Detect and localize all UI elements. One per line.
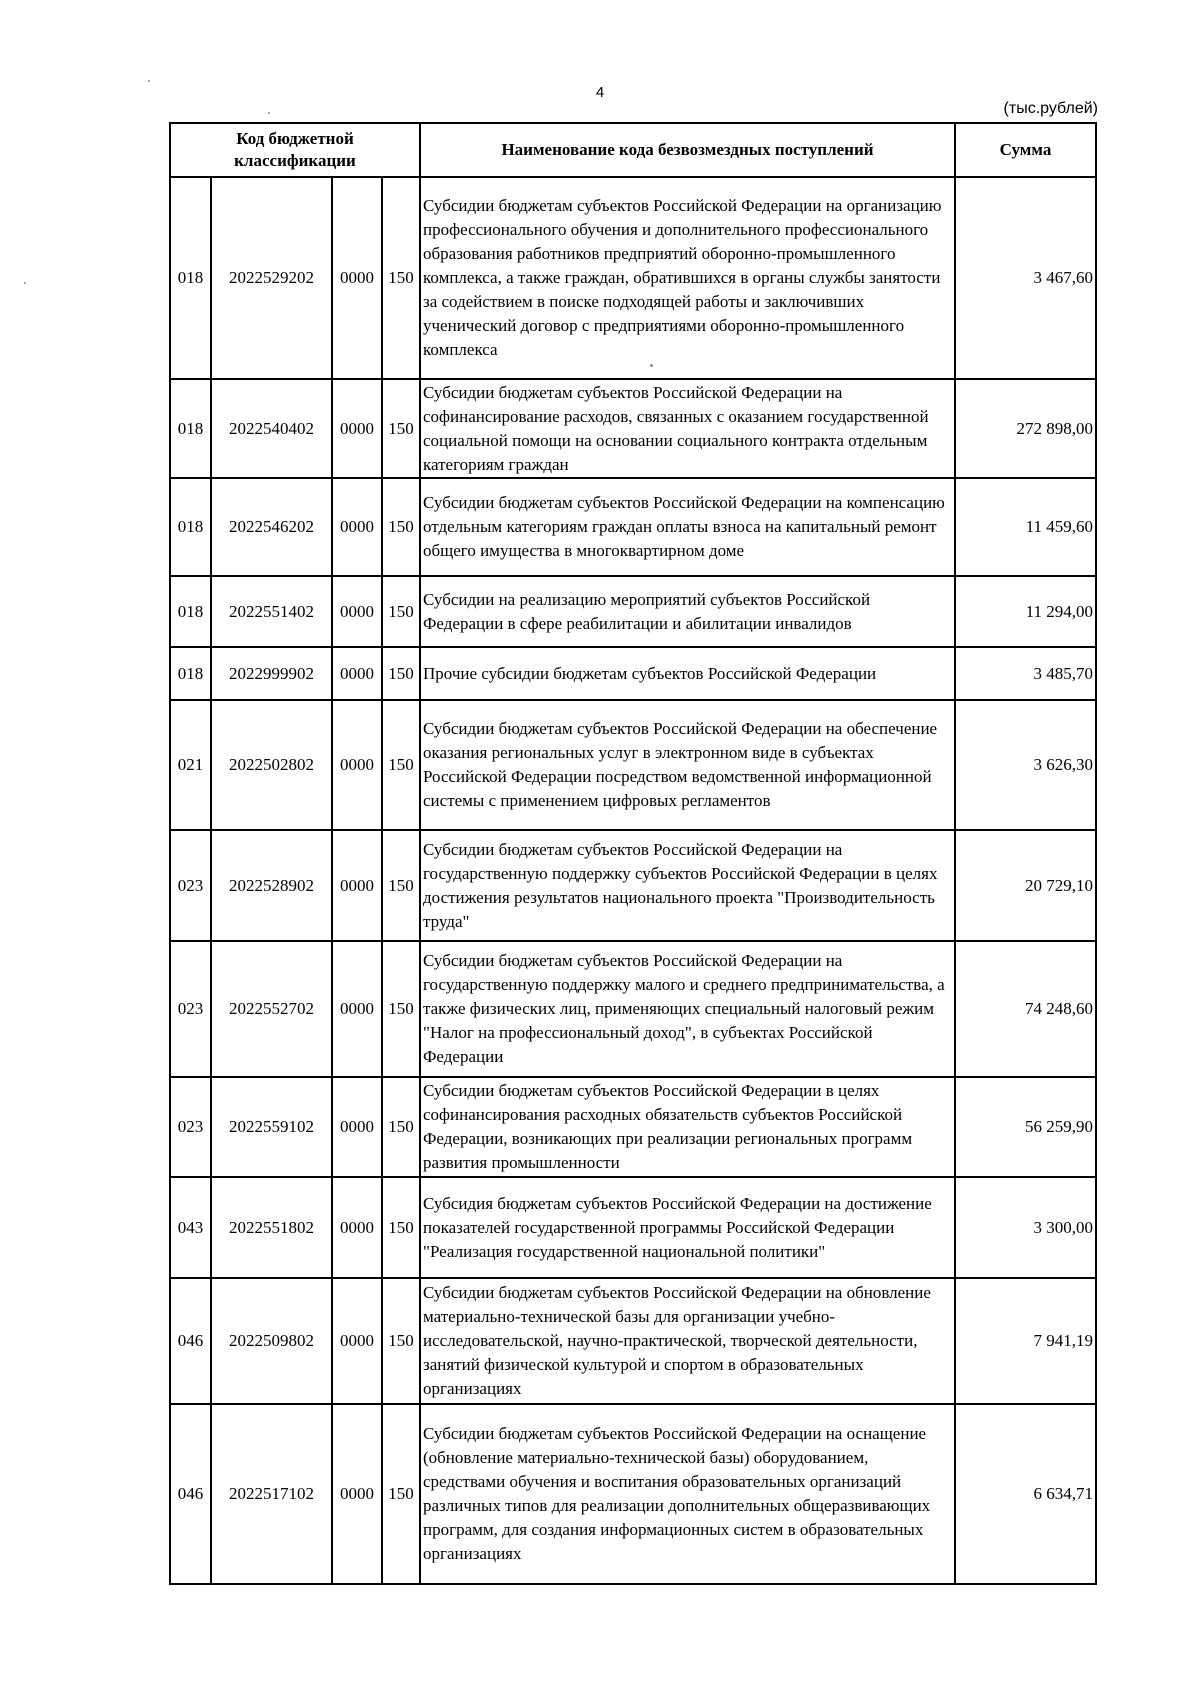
kind-code-cell: 150 — [382, 830, 420, 941]
kind-code-cell: 150 — [382, 379, 420, 478]
kind-code-cell: 150 — [382, 647, 420, 700]
table-row — [170, 1177, 1096, 1278]
budget-code-cell: 2022546202 — [211, 478, 332, 576]
budget-code-cell: 2022559102 — [211, 1077, 332, 1177]
revenue-name-cell: Субсидии бюджетам субъектов Российской Федерации на обновление материально-технической базы для организации учебно-исследовательской, научно-практической, творческой деятельности, занятий физической культурой и спортом в образовательных организациях — [420, 1278, 955, 1404]
admin-code-cell: 023 — [170, 830, 211, 941]
budget-table — [169, 122, 1097, 1585]
admin-code-cell: 046 — [170, 1278, 211, 1404]
kind-code-cell: 150 — [382, 941, 420, 1077]
budget-code-cell: 2022517102 — [211, 1404, 332, 1584]
kind-code-cell: 150 — [382, 1404, 420, 1584]
table-row — [170, 647, 1096, 700]
program-code-cell: 0000 — [332, 941, 382, 1077]
scan-speck — [24, 282, 26, 284]
program-code-cell: 0000 — [332, 177, 382, 379]
kind-code-cell: 150 — [382, 177, 420, 379]
program-code-cell: 0000 — [332, 830, 382, 941]
kind-code-cell: 150 — [382, 576, 420, 647]
revenue-name-cell: Субсидии бюджетам субъектов Российской Федерации в целях софинансирования расходных обязательств субъектов Российской Федерации, возникающих при реализации региональных программ развития промышленности — [420, 1077, 955, 1177]
revenue-name-cell: Субсидия бюджетам субъектов Российской Федерации на достижение показателей государственной программы Российской Федерации "Реализация государственной национальной политики" — [420, 1177, 955, 1278]
budget-code-cell: 2022551402 — [211, 576, 332, 647]
table-row — [170, 830, 1096, 941]
budget-code-cell: 2022529202 — [211, 177, 332, 379]
program-code-cell: 0000 — [332, 1177, 382, 1278]
table-row — [170, 1077, 1096, 1177]
budget-code-cell: 2022528902 — [211, 830, 332, 941]
table-row — [170, 1404, 1096, 1584]
budget-code-cell: 2022551802 — [211, 1177, 332, 1278]
sum-cell: 11 459,60 — [955, 478, 1096, 576]
table-row — [170, 576, 1096, 647]
table-row — [170, 941, 1096, 1077]
sum-cell: 56 259,90 — [955, 1077, 1096, 1177]
program-code-cell: 0000 — [332, 700, 382, 830]
budget-code-cell: 2022502802 — [211, 700, 332, 830]
admin-code-cell: 023 — [170, 1077, 211, 1177]
table-row — [170, 1278, 1096, 1404]
budget-code-cell: 2022509802 — [211, 1278, 332, 1404]
revenue-name-cell: Прочие субсидии бюджетам субъектов Российской Федерации — [420, 647, 955, 700]
sum-cell: 272 898,00 — [955, 379, 1096, 478]
admin-code-cell: 043 — [170, 1177, 211, 1278]
sum-cell: 3 300,00 — [955, 1177, 1096, 1278]
sum-cell: 6 634,71 — [955, 1404, 1096, 1584]
sum-cell: 11 294,00 — [955, 576, 1096, 647]
header-name: Наименование кода безвозмездных поступлений — [420, 123, 955, 177]
table-row — [170, 478, 1096, 576]
program-code-cell: 0000 — [332, 1077, 382, 1177]
revenue-name-cell: Субсидии бюджетам субъектов Российской Федерации на обеспечение оказания региональных услуг в электронном виде в субъектах Российской Федерации посредством ведомственной информационной системы с применением цифровых регламентов — [420, 700, 955, 830]
revenue-name-cell: Субсидии бюджетам субъектов Российской Федерации на компенсацию отдельным категориям граждан оплаты взноса на капитальный ремонт общего имущества в многоквартирном доме — [420, 478, 955, 576]
units-label: (тыс.рублей) — [1003, 100, 1098, 117]
revenue-name-cell: Субсидии бюджетам субъектов Российской Федерации на оснащение (обновление материально-технической базы) оборудованием, средствами обучения и воспитания образовательных организаций различных типов для реализации дополнительных общеразвивающих программ, для создания информационных систем в образовательных организациях — [420, 1404, 955, 1584]
admin-code-cell: 046 — [170, 1404, 211, 1584]
admin-code-cell: 018 — [170, 379, 211, 478]
sum-cell: 3 467,60 — [955, 177, 1096, 379]
program-code-cell: 0000 — [332, 1404, 382, 1584]
table-header-row — [170, 123, 1096, 177]
kind-code-cell: 150 — [382, 1177, 420, 1278]
kind-code-cell: 150 — [382, 1077, 420, 1177]
program-code-cell: 0000 — [332, 647, 382, 700]
sum-cell: 3 626,30 — [955, 700, 1096, 830]
revenue-name-cell: Субсидии бюджетам субъектов Российской Федерации на организацию профессионального обучения и дополнительного профессионального образования работников предприятий оборонно-промышленного комплекса, а также граждан, обратившихся в органы службы занятости за содействием в поиске подходящей работы и заключивших ученический договор с предприятиями оборонно-промышленного комплекса — [420, 177, 955, 379]
kind-code-cell: 150 — [382, 478, 420, 576]
program-code-cell: 0000 — [332, 379, 382, 478]
table-row — [170, 177, 1096, 379]
admin-code-cell: 021 — [170, 700, 211, 830]
program-code-cell: 0000 — [332, 1278, 382, 1404]
sum-cell: 3 485,70 — [955, 647, 1096, 700]
kind-code-cell: 150 — [382, 700, 420, 830]
budget-code-cell: 2022552702 — [211, 941, 332, 1077]
admin-code-cell: 018 — [170, 576, 211, 647]
program-code-cell: 0000 — [332, 478, 382, 576]
kind-code-cell: 150 — [382, 1278, 420, 1404]
admin-code-cell: 023 — [170, 941, 211, 1077]
sum-cell: 20 729,10 — [955, 830, 1096, 941]
header-code: Код бюджетной классификации — [170, 123, 420, 177]
admin-code-cell: 018 — [170, 478, 211, 576]
page-number: 4 — [595, 84, 605, 101]
table-row — [170, 379, 1096, 478]
table-body — [170, 177, 1096, 1584]
revenue-name-cell: Субсидии на реализацию мероприятий субъектов Российской Федерации в сфере реабилитации и абилитации инвалидов — [420, 576, 955, 647]
revenue-name-cell: Субсидии бюджетам субъектов Российской Федерации на государственную поддержку малого и среднего предпринимательства, а также физических лиц, применяющих специальный налоговый режим "Налог на профессиональный доход", в субъектах Российской Федерации — [420, 941, 955, 1077]
revenue-name-cell: Субсидии бюджетам субъектов Российской Федерации на государственную поддержку субъектов Российской Федерации в целях достижения результатов национального проекта "Производительность труда" — [420, 830, 955, 941]
admin-code-cell: 018 — [170, 177, 211, 379]
budget-code-cell: 2022999902 — [211, 647, 332, 700]
revenue-name-cell: Субсидии бюджетам субъектов Российской Федерации на софинансирование расходов, связанных с оказанием государственной социальной помощи на основании социального контракта отдельным категориям граждан — [420, 379, 955, 478]
header-sum: Сумма — [955, 123, 1096, 177]
admin-code-cell: 018 — [170, 647, 211, 700]
table-row — [170, 700, 1096, 830]
program-code-cell: 0000 — [332, 576, 382, 647]
sum-cell: 7 941,19 — [955, 1278, 1096, 1404]
scan-speck — [268, 112, 270, 114]
sum-cell: 74 248,60 — [955, 941, 1096, 1077]
budget-code-cell: 2022540402 — [211, 379, 332, 478]
scan-speck — [148, 80, 150, 82]
